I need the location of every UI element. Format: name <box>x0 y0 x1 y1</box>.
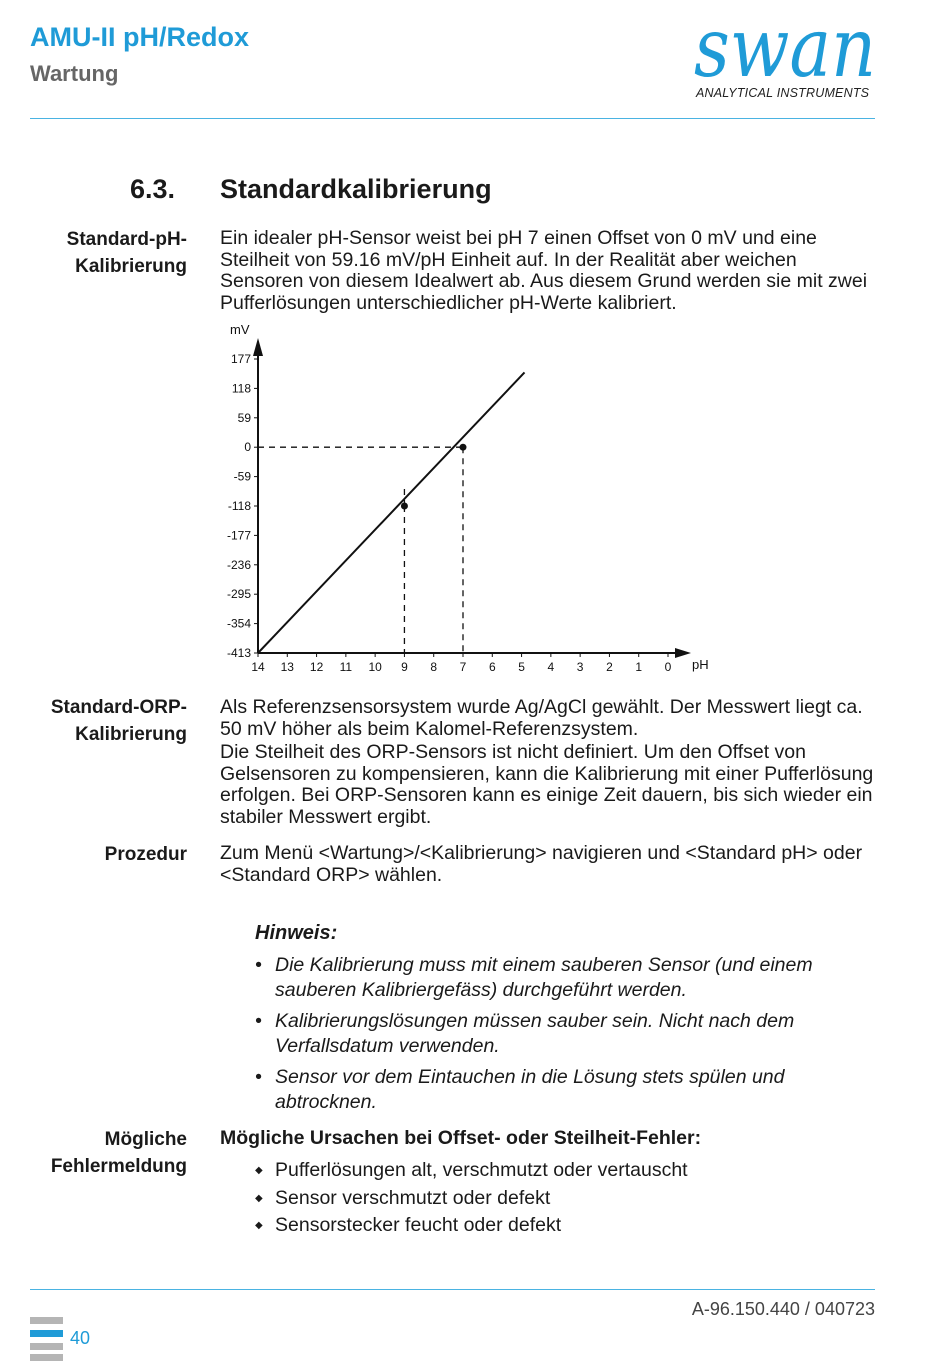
note-item: • Sensor vor dem Eintauchen in die Lösung stets spülen und abtrocknen. <box>255 1065 885 1114</box>
procedure-label: Prozedur <box>104 844 187 865</box>
x-tick-label: 4 <box>547 660 555 674</box>
ph-calibration-chart <box>205 318 725 683</box>
chart-x-label: pH <box>692 657 709 672</box>
y-tick-label: -59 <box>233 469 251 484</box>
logo-wordmark: swan <box>694 12 876 96</box>
x-tick-label: 13 <box>280 660 294 674</box>
chart-x-ticks <box>251 653 671 674</box>
x-tick-label: 9 <box>401 660 408 674</box>
calibration-point <box>460 444 467 451</box>
orp-calibration-label: Standard-ORP- Kalibrierung <box>50 697 187 745</box>
document-id: A-96.150.440 / 040723 <box>691 1299 875 1319</box>
chart-guide-lines <box>258 447 463 653</box>
note-box <box>255 922 885 1121</box>
y-tick-label: -177 <box>226 528 251 543</box>
y-tick-label: -354 <box>226 616 251 631</box>
ph-calibration-label: Standard-pH- Kalibrierung <box>66 229 187 277</box>
error-list <box>255 1157 875 1240</box>
y-tick-label: -413 <box>226 646 251 660</box>
y-tick-label: -236 <box>226 557 251 572</box>
chart-points <box>401 444 467 510</box>
chart-series <box>258 372 525 653</box>
x-tick-label: 14 <box>251 660 265 674</box>
page-number: 40 <box>70 1328 91 1348</box>
calibration-point <box>401 503 408 510</box>
y-tick-label: -295 <box>226 587 251 602</box>
x-tick-label: 6 <box>488 660 496 674</box>
error-heading: Mögliche Ursachen bei Offset- oder Steilheit-Fehler: <box>220 1127 702 1149</box>
y-tick-label: -118 <box>227 499 251 513</box>
note-list <box>255 953 885 1114</box>
note-title: Hinweis: <box>255 922 338 944</box>
error-item: ◆ Sensorstecker feucht oder defekt <box>255 1212 875 1240</box>
chart-y-label: mV <box>230 322 250 337</box>
x-tick-label: 7 <box>459 660 467 674</box>
orp-calibration-text <box>220 697 885 828</box>
note-item: • Die Kalibrierung muss mit einem sauberen Sensor (und einem sauberen Kalibriergefäss) durchgeführt werden. <box>255 953 885 1002</box>
x-tick-label: 11 <box>339 660 353 674</box>
document-title: AMU-II pH/Redox <box>30 22 249 52</box>
logo-subtext: ANALYTICAL INSTRUMENTS <box>696 86 870 100</box>
x-tick-label: 10 <box>368 660 382 674</box>
orp-text-paragraph-2: Die Steilheit des ORP-Sensors ist nicht definiert. Um den Offset von Gelsensoren zu kompensieren, kann die Kalibrierung mit einer Pufferlösung erfolgen. Bei ORP-Sensoren kann es einige Zeit dauern, bis sich wieder ein stabiler Messwert ergibt. <box>220 741 874 828</box>
x-tick-label: 3 <box>576 660 584 674</box>
procedure-text: Zum Menü <Wartung>/<Kalibrierung> navigieren und <Standard pH> oder <Standard ORP> wählen. <box>220 842 863 886</box>
note-item: • Kalibrierungslösungen müssen sauber sein. Nicht nach dem Verfallsdatum verwenden. <box>255 1009 885 1058</box>
orp-text-paragraph-1: Als Referenzsensorsystem wurde Ag/AgCl gewählt. Der Messwert liegt ca. 50 mV höher als beim Kalomel-Referenzsystem. <box>220 696 863 740</box>
page-bars-icon <box>30 1317 63 1361</box>
y-tick-label: 59 <box>237 410 251 425</box>
x-tick-label: 0 <box>664 660 672 674</box>
y-tick-label: 177 <box>230 352 251 366</box>
chart-axes <box>253 338 691 658</box>
error-item: ◆ Sensor verschmutzt oder defekt <box>255 1185 875 1213</box>
x-tick-label: 2 <box>606 660 613 674</box>
error-label: Mögliche Fehlermeldung <box>50 1129 187 1177</box>
x-tick-label: 5 <box>518 660 525 674</box>
chart-y-ticks <box>227 352 258 660</box>
y-tick-label: 118 <box>231 381 251 396</box>
x-axis-arrow <box>675 648 691 658</box>
y-axis-arrow <box>253 338 263 356</box>
ph-calibration-text: Ein idealer pH-Sensor weist bei pH 7 einen Offset von 0 mV und eine Steilheit von 59.16 mV/pH Einheit auf. In der Realität aber weichen Sensoren von diesem Idealwert ab. Aus diesem Grund werden sie mit zwei Pufferlösungen unterschiedlicher pH-Werte kalibriert. <box>220 227 868 314</box>
y-tick-label: 0 <box>244 440 251 455</box>
section-number: 6.3. <box>130 174 176 204</box>
x-tick-label: 12 <box>309 660 324 674</box>
error-item: ◆ Pufferlösungen alt, verschmutzt oder vertauscht <box>255 1157 875 1185</box>
document-subtitle: Wartung <box>30 61 119 86</box>
calibration-line <box>258 372 525 653</box>
footer-rule <box>30 1289 875 1290</box>
x-tick-label: 8 <box>430 660 438 674</box>
header-rule <box>30 118 875 119</box>
section-title: Standardkalibrierung <box>220 174 492 204</box>
x-tick-label: 1 <box>635 660 643 674</box>
